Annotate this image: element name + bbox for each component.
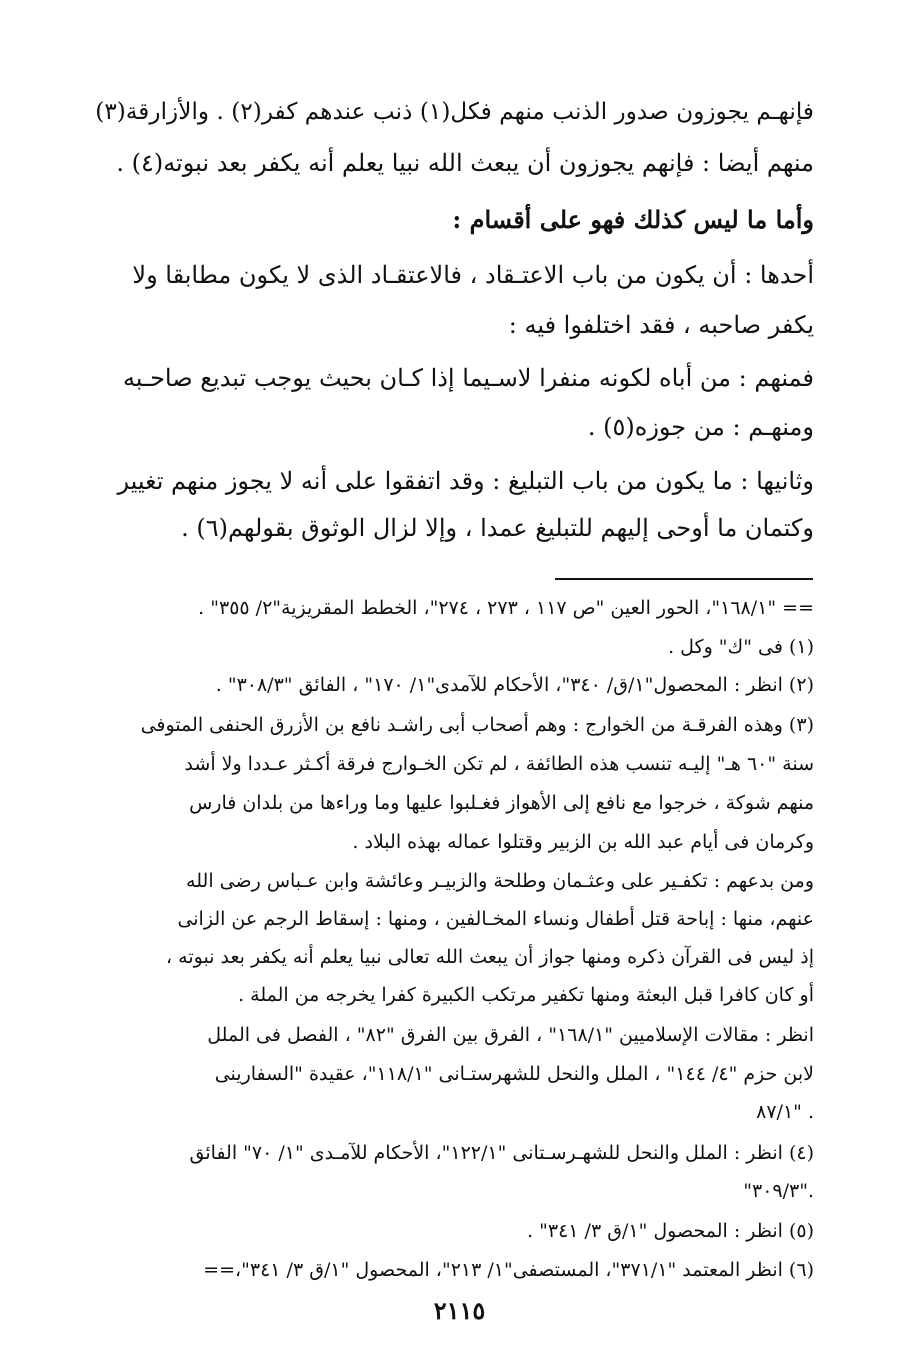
main-line-2: منهم أيضا : فإنهم يجوزون أن يبعث الله نبيا يعلم أنه يكفر بعد نبوته(٤) . <box>116 149 814 177</box>
footnote-line-2: (١) فى "ك" وكل . <box>668 636 814 658</box>
footnote-line-12: انظر : مقالات الإسلاميين "١٦٨/١" ، الفرق بين الفرق "٨٢" ، الفصل فى الملل <box>207 1024 814 1046</box>
footnote-line-14: ٨٧/١" . <box>756 1101 814 1123</box>
footnote-line-8: ومن بدعهم : تكفـير على وعثـمان وطلحة والزبيـر وعائشة وابن عـباس رضى الله <box>186 870 814 892</box>
footnote-line-18: (٦) انظر المعتمد "٣٧١/١"، المستصفى"١/ ٢١٣"، المحصول "١/ق ٣/ ٣٤١"،== <box>203 1259 814 1281</box>
footnote-line-6: منهم شوكة ، خرجوا مع نافع إلى الأهواز فغـلبوا عليها وما وراءها من بلدان فارس <box>189 792 814 814</box>
main-line-5: يكفر صاحبه ، فقد اختلفوا فيه : <box>508 311 814 339</box>
footnote-line-15: (٤) انظر : الملل والنحل للشهـرسـتانى "١٢٢/١"، الأحكام للآمـدى "١/ ٧٠" الفائق <box>189 1142 814 1164</box>
footnote-separator <box>555 578 813 580</box>
footnote-line-10: إذ ليس فى القرآن ذكره ومنها جواز أن يبعث الله تعالى نبيا يعلم أنه يكفر بعد نبوته ، <box>166 946 814 968</box>
footnote-line-4: (٣) وهذه الفرقـة من الخوارج : وهم أصحاب أبى راشـد نافع بن الأزرق الحنفى المتوفى <box>140 714 814 736</box>
footnote-line-17: (٥) انظر : المحصول "١/ق ٣/ ٣٤١" . <box>527 1220 814 1242</box>
section-heading: وأما ما ليس كذلك فهو على أقسام : <box>452 205 814 234</box>
page-number: ٢١١٥ <box>433 1296 486 1325</box>
footnote-line-3: (٢) انظر : المحصول"١/ق/ ٣٤٠"، الأحكام للآمدى"١/ ١٧٠" ، الفائق "٣٠٨/٣" . <box>215 674 814 696</box>
main-line-8: وثانيها : ما يكون من باب التبليغ : وقد اتفقوا على أنه لا يجوز منهم تغيير <box>117 467 814 495</box>
footnote-line-13: لابن حزم "٤/ ١٤٤" ، الملل والنحل للشهرستـانى "١١٨/١"، عقيدة "السفارينى <box>214 1063 814 1085</box>
footnote-line-1: == "١٦٨/١"، الحور العين "ص ١١٧ ، ٢٧٣ ، ٢٧٤"، الخطط المقريزية"٢/ ٣٥٥" . <box>198 597 814 619</box>
footnote-line-7: وكرمان فى أيام عبد الله بن الزبير وقتلوا عماله بهذه البلاد . <box>352 831 814 853</box>
main-line-4: أحدها : أن يكون من باب الاعتـقاد ، فالاعتقـاد الذى لا يكون مطابقا ولا <box>132 261 814 289</box>
footnote-line-16: "٣٠٩/٣". <box>743 1180 814 1202</box>
footnote-line-5: سنة "٦٠ هـ" إليـه تنسب هذه الطائفة ، لم تكن الخـوارج فرقة أكـثر عـددا ولا أشد <box>184 753 814 775</box>
main-line-7: ومنهـم : من جوزه(٥) . <box>587 413 814 441</box>
main-line-6: فمنهم : من أباه لكونه منفرا لاسـيما إذا كـان بحيث يوجب تبديع صاحـبه <box>122 364 814 392</box>
main-line-1: فإنهـم يجوزون صدور الذنب منهم فكل(١) ذنب عندهم كفر(٢) . والأزارقة(٣) <box>95 98 814 125</box>
main-line-9: وكتمان ما أوحى إليهم للتبليغ عمدا ، وإلا لزال الوثوق بقولهم(٦) . <box>181 514 814 542</box>
footnote-line-11: أو كان كافرا قبل البعثة ومنها تكفير مرتكب الكبيرة كفرا يخرجه من الملة . <box>238 984 814 1006</box>
footnote-line-9: عنهم، منها : إباحة قتل أطفال ونساء المخـالفين ، ومنها : إسقاط الرجم عن الزانى <box>177 908 814 930</box>
